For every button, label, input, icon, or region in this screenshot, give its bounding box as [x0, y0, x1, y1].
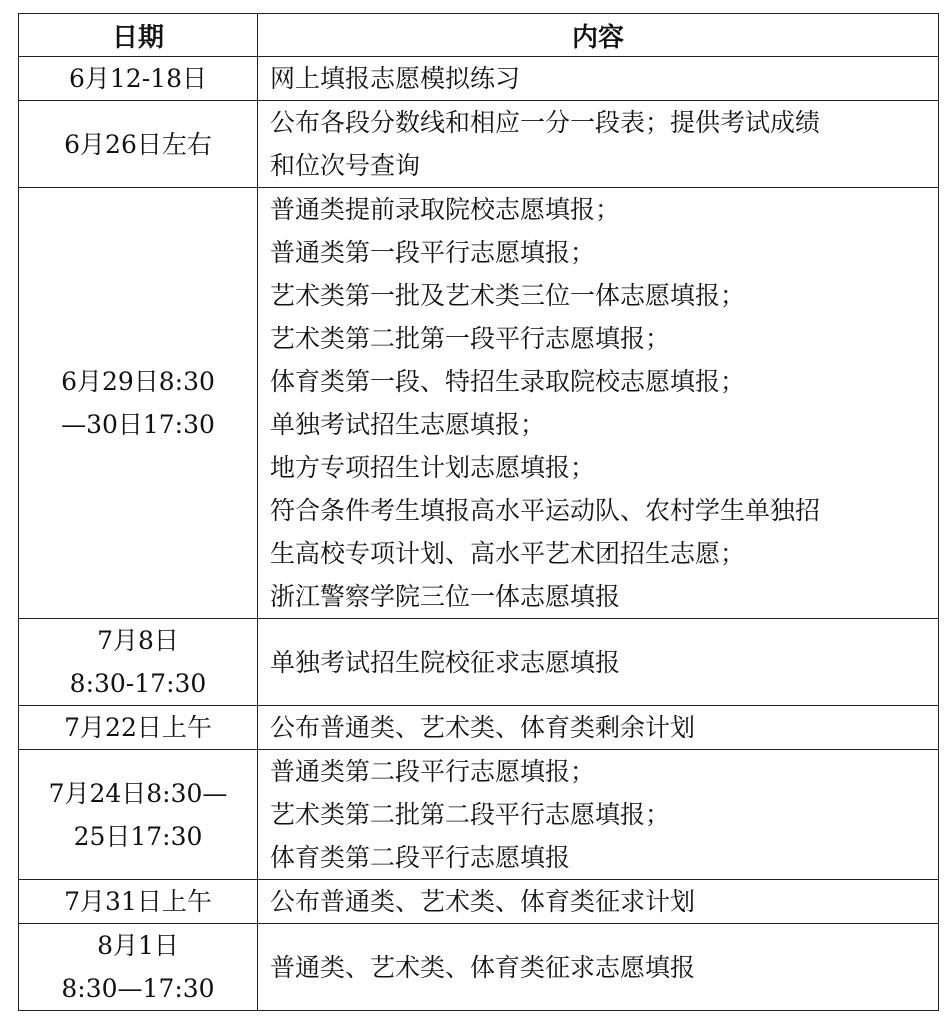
content-cell [258, 750, 939, 880]
date-cell [19, 57, 258, 101]
content-cell [258, 619, 939, 706]
content-line: 网上填报志愿模拟练习 [270, 64, 521, 93]
table-row [19, 924, 939, 1011]
date-line: 8月1日 [97, 931, 179, 960]
table-row [19, 188, 939, 619]
content-line: 艺术类第二批第一段平行志愿填报； [270, 324, 671, 353]
content-line: 符合条件考生填报高水平运动队、农村学生单独招 [270, 496, 821, 525]
content-line: 单独考试招生志愿填报； [270, 410, 546, 439]
date-line: 25日17:30 [73, 821, 203, 851]
content-line: 普通类提前录取院校志愿填报； [270, 195, 621, 224]
content-line: 体育类第二段平行志愿填报 [270, 843, 571, 872]
content-line: 普通类第一段平行志愿填报； [270, 238, 596, 267]
table-row [19, 619, 939, 706]
table-row [19, 101, 939, 188]
clipped-footnote [22, 1014, 262, 1028]
content-line: 普通类第二段平行志愿填报； [270, 757, 596, 786]
date-cell [19, 706, 258, 750]
date-line: 7月31日上午 [64, 887, 212, 916]
date-line: 8:30-17:30 [69, 669, 207, 698]
content-cell [258, 57, 939, 101]
table-row [19, 880, 939, 924]
schedule-table [18, 13, 939, 1011]
content-line: 普通类、艺术类、体育类征求志愿填报 [270, 952, 696, 982]
date-cell [19, 101, 258, 188]
table-row [19, 750, 939, 880]
date-line: 6月26日左右 [64, 129, 212, 159]
date-line: 6月29日8:30 [61, 367, 215, 396]
date-cell [19, 188, 258, 619]
date-line: 7月8日 [97, 626, 179, 655]
content-line: 公布普通类、艺术类、体育类剩余计划 [270, 713, 696, 742]
date-line: 7月24日8:30— [48, 778, 228, 808]
content-line: 单独考试招生院校征求志愿填报 [270, 647, 621, 677]
content-line: 生高校专项计划、高水平艺术团招生志愿； [270, 539, 746, 568]
date-cell [19, 924, 258, 1011]
date-cell [19, 880, 258, 924]
table-body [19, 57, 939, 1011]
date-line: 6月12-18日 [69, 64, 207, 93]
date-line: —30日17:30 [61, 410, 215, 439]
date-cell [19, 750, 258, 880]
table-row [19, 57, 939, 101]
table-row [19, 706, 939, 750]
content-line: 艺术类第二批第二段平行志愿填报； [270, 800, 671, 829]
content-line: 浙江警察学院三位一体志愿填报 [270, 582, 621, 611]
content-line: 地方专项招生计划志愿填报； [270, 453, 596, 482]
table-header-row [19, 14, 939, 57]
date-line: 8:30—17:30 [61, 974, 215, 1003]
content-line: 艺术类第一批及艺术类三位一体志愿填报； [270, 281, 746, 310]
date-line: 7月22日上午 [64, 713, 212, 742]
content-line: 和位次号查询 [270, 151, 421, 180]
content-line: 公布普通类、艺术类、体育类征求计划 [270, 887, 696, 916]
header-content: 内容 [258, 14, 939, 57]
content-cell [258, 880, 939, 924]
header-date: 日期 [19, 14, 258, 57]
content-cell [258, 101, 939, 188]
content-cell [258, 924, 939, 1011]
content-cell [258, 706, 939, 750]
content-line: 公布各段分数线和相应一分一段表；提供考试成绩 [270, 108, 821, 137]
content-cell [258, 188, 939, 619]
content-line: 体育类第一段、特招生录取院校志愿填报； [270, 367, 746, 396]
date-cell [19, 619, 258, 706]
